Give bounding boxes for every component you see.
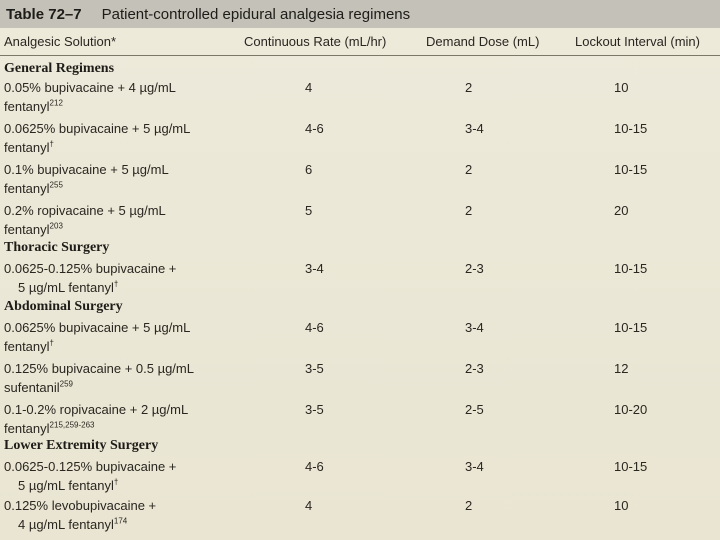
table-row [0, 320, 720, 340]
solution-line1: 0.0625-0.125% bupivacaine + [4, 459, 177, 474]
reference: † [49, 338, 54, 348]
table-row-cont [0, 280, 720, 300]
rate-cell: 4-6 [305, 320, 324, 335]
lockout-cell: 10-15 [614, 459, 648, 474]
rate-cell: 4-6 [305, 121, 324, 136]
table-row [0, 459, 720, 479]
section-thoracic: Thoracic Surgery [4, 240, 110, 255]
solution-line2 [4, 140, 54, 155]
dose-cell: 3-4 [465, 459, 484, 474]
reference: † [49, 139, 54, 149]
rate-cell: 4-6 [305, 459, 324, 474]
header-lockout: Lockout Interval (min) [575, 34, 700, 49]
table-title: Patient-controlled epidural analgesia regimens [101, 5, 411, 23]
table-row-cont [0, 478, 720, 498]
header-rate: Continuous Rate (mL/hr) [244, 34, 387, 49]
solution-drug: fentanyl [4, 339, 50, 354]
dose-cell: 2-5 [465, 402, 484, 417]
table-row [0, 361, 720, 381]
dose-cell: 2 [465, 203, 473, 218]
reference: 174 [113, 516, 128, 526]
lockout-cell: 10-15 [614, 162, 648, 177]
solution-line1: 0.0625-0.125% bupivacaine + [4, 261, 177, 276]
dose-cell: 3-4 [465, 320, 484, 335]
solution-line2 [4, 339, 54, 354]
table-header-row [0, 28, 720, 56]
reference: 215,259-263 [49, 420, 95, 430]
reference: 255 [49, 180, 63, 190]
solution-line1: 0.1-0.2% ropivacaine + 2 µg/mL [4, 402, 189, 417]
lockout-cell: 10 [614, 498, 629, 513]
section-general: General Regimens [4, 61, 115, 76]
solution-line1: 0.05% bupivacaine + 4 µg/mL [4, 80, 176, 95]
solution-line1: 0.0625% bupivacaine + 5 µg/mL [4, 121, 191, 136]
lockout-cell: 10 [614, 80, 629, 95]
lockout-cell: 10-15 [614, 261, 648, 276]
table-row-cont [0, 181, 720, 201]
solution-line1: 0.1% bupivacaine + 5 µg/mL [4, 162, 169, 177]
solution-line1: 0.125% levobupivacaine + [4, 498, 157, 513]
solution-line2 [18, 478, 118, 493]
rate-cell: 5 [305, 203, 313, 218]
solution-line2 [4, 181, 63, 196]
table-row-cont [0, 99, 720, 119]
dose-cell: 2 [465, 498, 473, 513]
section-abdominal: Abdominal Surgery [4, 299, 123, 314]
table-row [0, 203, 720, 223]
solution-drug: fentanyl [4, 421, 50, 436]
solution-line2 [4, 380, 73, 395]
table-row-cont [0, 339, 720, 359]
rate-cell: 6 [305, 162, 313, 177]
solution-drug: fentanyl [4, 181, 50, 196]
table-row-cont [0, 380, 720, 400]
rate-cell: 4 [305, 80, 313, 95]
solution-drug: fentanyl [4, 140, 50, 155]
solution-line1: 0.2% ropivacaine + 5 µg/mL [4, 203, 166, 218]
solution-drug: fentanyl [4, 222, 50, 237]
rate-cell: 3-5 [305, 361, 324, 376]
table-title-bar [0, 0, 720, 28]
solution-line1: 0.0625% bupivacaine + 5 µg/mL [4, 320, 191, 335]
reference: 259 [59, 379, 74, 389]
table-row-cont [0, 517, 720, 537]
lockout-cell: 10-20 [614, 402, 648, 417]
solution-drug: 5 µg/mL fentanyl [18, 478, 114, 493]
lockout-cell: 12 [614, 361, 629, 376]
solution-line2 [4, 421, 94, 436]
solution-line1: 0.125% bupivacaine + 0.5 µg/mL [4, 361, 194, 376]
dose-cell: 2-3 [465, 261, 484, 276]
solution-drug: 5 µg/mL fentanyl [18, 280, 114, 295]
solution-drug: sufentanil [4, 380, 60, 395]
dose-cell: 3-4 [465, 121, 484, 136]
table-row-cont [0, 140, 720, 160]
header-solution: Analgesic Solution* [4, 34, 117, 49]
dose-cell: 2 [465, 162, 473, 177]
table-row [0, 402, 720, 422]
reference: 203 [49, 221, 63, 231]
solution-line2 [4, 99, 63, 114]
dose-cell: 2 [465, 80, 473, 95]
dose-cell: 2-3 [465, 361, 484, 376]
lockout-cell: 10-15 [614, 320, 648, 335]
reference: † [113, 477, 119, 487]
lockout-cell: 20 [614, 203, 629, 218]
solution-drug: 4 µg/mL fentanyl [18, 517, 114, 532]
table-row [0, 261, 720, 281]
rate-cell: 3-4 [305, 261, 324, 276]
solution-drug: fentanyl [4, 99, 50, 114]
table-row-cont [0, 222, 720, 242]
table-row [0, 121, 720, 141]
solution-line2 [18, 280, 118, 295]
header-dose: Demand Dose (mL) [426, 34, 540, 49]
section-lower-extremity: Lower Extremity Surgery [4, 438, 159, 453]
table-number: Table 72–7 [6, 5, 82, 23]
solution-line2 [4, 222, 63, 237]
table-row [0, 80, 720, 100]
reference: 212 [49, 98, 63, 108]
lockout-cell: 10-15 [614, 121, 648, 136]
solution-line2 [18, 517, 127, 532]
reference: † [113, 279, 119, 289]
table-row [0, 162, 720, 182]
table-row [0, 498, 720, 518]
rate-cell: 4 [305, 498, 313, 513]
table-body [0, 60, 720, 540]
rate-cell: 3-5 [305, 402, 324, 417]
